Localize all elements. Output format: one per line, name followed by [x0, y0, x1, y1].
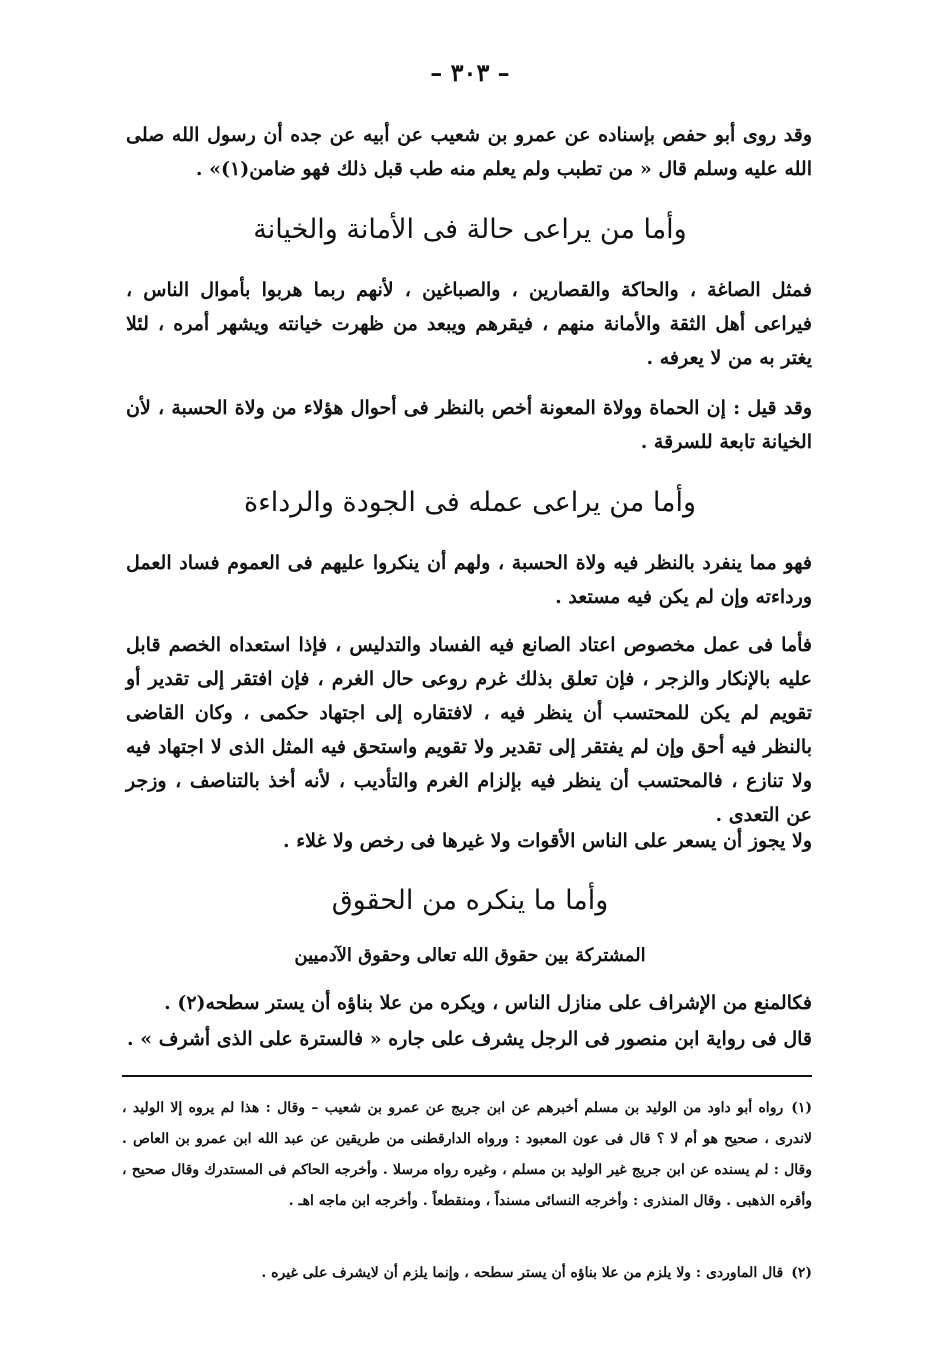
intro-paragraph: وقد روى أبو حفص بإسناده عن عمرو بن شعيب عن أبيه عن جده أن رسول الله صلى الله عليه وسلم قال « من تطبب ولم يعلم منه طب قبل ذلك فهو ضامن(١)» .	[126, 124, 812, 180]
section-heading-trust: وأما من يراعى حالة فى الأمانة والخيانة	[253, 214, 687, 245]
section-heading-quality: وأما من يراعى عمله فى الجودة والرداءة	[243, 487, 697, 518]
footnote-number: (٢)	[791, 1265, 812, 1281]
paragraph-trust-2: وقد قيل : إن الحماة وولاة المعونة أخص بالنظر فى أحوال هؤلاء من ولاة الحسبة ، لأن الخيانة تابعة للسرقة .	[126, 397, 812, 453]
footnote-number: (١)	[791, 1100, 812, 1116]
paragraph-quality-3: ولا يجوز أن يسعر على الناس الأقوات ولا غيرها فى رخص ولا غلاء .	[282, 830, 812, 852]
paragraph-rights-1: فكالمنع من الإشراف على منازل الناس ، ويكره من علا بناؤه أن يستر سطحه(٢) .	[164, 992, 812, 1014]
footnote-separator	[122, 1075, 812, 1077]
footnote-2	[122, 1258, 812, 1289]
page-number: – ٣٠٣ –	[430, 58, 510, 87]
paragraph-trust-1: فمثل الصاغة ، والحاكة والقصارين ، والصباغين ، لأنهم ربما هربوا بأموال الناس ، فيراعى أهل الثقة والأمانة منهم ، فيقرهم ويبعد من ظهرت خيانته ويشهر أمره ، لئلا يغتر به من لا يعرفه .	[126, 279, 812, 369]
footnote-text: رواه أبو داود من الوليد بن مسلم أخبرهم عن ابن جريج عن عمرو بن شعيب – وقال : هذا لم يروه إلا الوليد ، لاندرى ، صحيح هو أم لا ؟ قال فى عون المعبود : ورواه الدارقطنى من طريقين عن عبد الله ابن عمرو بن العاص . وقال : لم يسنده عن ابن جريج غير الوليد بن مسلم ، وغيره رواه مرسلا . وأخرجه الحاكم فى المستدرك وقال صحيح ، وأقره الذهبى . وقال المنذرى : وأخرجه النسائى مسنداً ، ومنقطعاً . وأخرجه ابن ماجه اهـ .	[122, 1100, 812, 1209]
paragraph-quality-1: فهو مما ينفرد بالنظر فيه ولاة الحسبة ، ولهم أن ينكروا عليهم فى العموم فساد العمل ورداءته وإن لم يكن فيه مستعد .	[126, 552, 812, 608]
footnote-text: قال الماوردى : ولا يلزم من علا بناؤه أن يستر سطحه ، وإنما يلزم أن لايشرف على غيره .	[261, 1265, 784, 1281]
section-subheading-rights: المشتركة بين حقوق الله تعالى وحقوق الآدميين	[294, 945, 646, 966]
footnote-1	[122, 1093, 812, 1217]
paragraph-rights-2: قال فى رواية ابن منصور فى الرجل يشرف على جاره « فالسترة على الذى أشرف » .	[127, 1028, 812, 1050]
paragraph-quality-2: فأما فى عمل مخصوص اعتاد الصانع فيه الفساد والتدليس ، فإذا استعداه الخصم قابل عليه بالإنكار والزجر ، فإن تعلق بذلك غرم روعى حال الغرم ، فإن افتقر إلى تقدير أو تقويم لم يكن للمحتسب أن ينظر فيه ، لافتقاره إلى اجتهاد حكمى ، وكان القاضى بالنظر فيه أحق وإن لم يفتقر إلى تقدير ولا تقويم واستحق فيه المثل الذى لا اجتهاد فيه ولا تنازع ، فالمحتسب أن ينظر فيه بإلزام الغرم والتأديب ، لأنه أخذ بالتناصف ، وزجر عن التعدى .	[126, 634, 812, 826]
section-heading-rights: وأما ما ينكره من الحقوق	[331, 885, 609, 916]
